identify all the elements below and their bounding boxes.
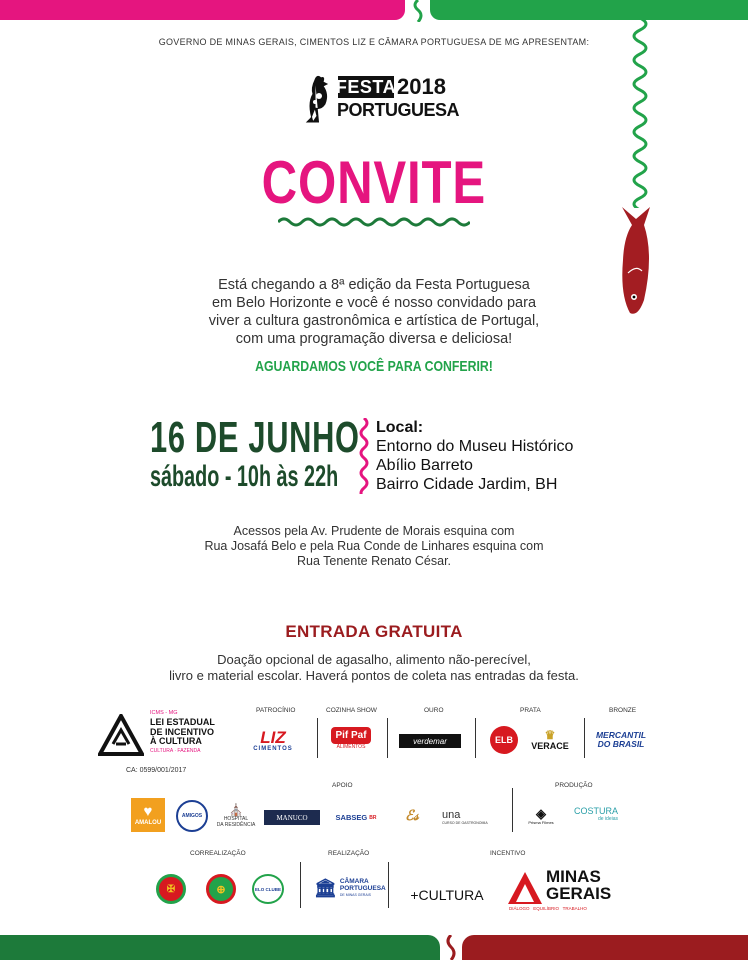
diamond-icon: ◈ (536, 806, 546, 821)
lei-text (150, 718, 215, 747)
una-logo (442, 806, 498, 828)
event-date: 16 DE JUNHO (150, 413, 360, 462)
elb-logo-text: ELB (495, 735, 513, 745)
label-producao: PRODUÇÃO (555, 782, 593, 789)
verdemar-logo (399, 734, 461, 748)
access-line: Rua Josafá Belo e pela Rua Conde de Linhares esquina com (204, 539, 544, 553)
crest-emblem-icon: ✠ (166, 883, 176, 895)
liz-logo-text: LIZ (260, 728, 286, 747)
intro-paragraph (0, 276, 748, 348)
hospital-icon: ⛪ (228, 803, 244, 817)
minas-line: GERAIS (546, 884, 612, 903)
label-bronze: BRONZE (609, 707, 637, 714)
event-location (376, 418, 573, 494)
page-title (0, 148, 748, 217)
venue-line: Entorno do Museu Histórico (376, 438, 574, 455)
rooster-icon (305, 74, 333, 124)
costura-logo-text: COSTURA (573, 806, 618, 816)
camara-logo-line: CÂMARA (339, 877, 369, 885)
pifpaf-logo-sub: ALIMENTOS (336, 743, 366, 750)
intro-line: em Belo Horizonte e você é nosso convidado para (211, 295, 537, 311)
sponsor-divider (317, 718, 318, 758)
label-prata: PRATA (520, 707, 541, 714)
lei-incentivo-logo-icon (98, 714, 144, 756)
bottom-green-bar (0, 935, 440, 960)
manuco-logo (264, 810, 320, 825)
logo-year: 2018 (397, 74, 446, 99)
logo-festa-box (335, 76, 397, 98)
access-line: Acessos pela Av. Prudente de Morais esquina com (233, 524, 515, 538)
lei-line: À CULTURA (150, 736, 202, 746)
logo-festa-text: FESTA (335, 76, 397, 97)
mais-cultura-logo-text: +CULTURA (410, 887, 484, 903)
access-line: Rua Tenente Renato César. (296, 554, 452, 568)
mais-cultura-logo (402, 884, 492, 906)
pifpaf-logo-text: Pif Paf (331, 727, 370, 744)
presenters-text: GOVERNO DE MINAS GERAIS, CIMENTOS LIZ E CÂMARA PORTUGUESA DE MG APRESENTAM: (158, 37, 590, 47)
una-logo-text: una (442, 808, 461, 821)
access-info (0, 524, 748, 569)
intro-line: Está chegando a 8ª edição da Festa Portuguesa (218, 277, 530, 293)
lei-ca: CA: 0599/001/2017 (126, 767, 187, 774)
mercantil-logo-sub: DO BRASIL (597, 739, 645, 749)
prism-logo-text: Prisma Filmes (528, 820, 554, 825)
label-cozinha-show: COZINHA SHOW (326, 707, 377, 714)
heart-hands-icon: ♥ (143, 803, 153, 820)
script-flourish-icon: ℰ𝓈 (405, 808, 419, 824)
verace-logo (528, 724, 572, 756)
tagline (0, 356, 748, 375)
lei-line: DE INCENTIVO (150, 726, 215, 737)
intro-line: com uma programação diversa e deliciosa! (235, 331, 513, 347)
mercantil-logo (591, 728, 651, 752)
armillary-sphere-icon: ⊕ (216, 883, 226, 896)
minas-line: MINAS (546, 867, 601, 886)
label-patrocinio: PATROCÍNIO (256, 707, 296, 714)
liz-logo (244, 726, 302, 756)
venue-line: Abílio Barreto (376, 457, 473, 474)
portugal-crest-icon (206, 874, 236, 904)
label-ouro: OURO (424, 707, 444, 714)
bottom-red-bar (462, 935, 748, 960)
sponsor-divider (475, 718, 476, 758)
verace-logo-text: VERACE (531, 741, 569, 751)
costura-logo (566, 803, 618, 825)
liz-logo-sub: CIMENTOS (253, 746, 293, 752)
amalou-logo-text: AMALOU (134, 820, 162, 826)
venue-line: Bairro Cidade Jardim, BH (376, 476, 558, 493)
entry-line: livro e material escolar. Haverá pontos de coleta nas entradas da festa. (169, 668, 579, 683)
entry-text (0, 652, 748, 684)
sabseg-logo-text: SABSEG (335, 813, 368, 822)
intro-line: viver a cultura gastronômica e artística de Portugal, (208, 313, 540, 329)
minas-gerais-triangle-icon (506, 870, 544, 906)
sponsor-divider (584, 718, 585, 758)
label-realizacao: REALIZAÇÃO (328, 850, 370, 857)
hospital-logo-sub: DA RESIDÊNCIA (216, 822, 256, 828)
crown-icon: ♛ (544, 728, 556, 742)
hospital-logo-text: HOSPITAL (223, 816, 249, 822)
label-apoio: APOIO (332, 782, 353, 789)
elb-logo (490, 726, 518, 754)
top-green-bar (430, 0, 748, 20)
amalou-logo (131, 798, 165, 832)
lei-line: LEI ESTADUAL (150, 717, 215, 727)
title-green-wave (278, 215, 470, 229)
sponsor-divider (512, 788, 513, 832)
mercantil-logo-text: MERCANTIL (595, 730, 647, 740)
label-correalizacao: CORREALIZAÇÃO (190, 850, 246, 857)
page-title-text: CONVITE (261, 149, 487, 216)
event-time: sábado - 10h às 22h (150, 460, 339, 493)
camara-logo-line: PORTUGUESA (339, 884, 386, 892)
top-pink-bar (0, 0, 405, 20)
sabseg-logo (330, 810, 382, 825)
pifpaf-logo (330, 724, 372, 752)
event-divider-wave (356, 418, 372, 494)
lei-small: ICMS - MG (150, 710, 178, 716)
prism-logo (524, 802, 558, 830)
entry-line: Doação opcional de agasalho, alimento não-perecível, (217, 652, 531, 667)
building-icon: 🏛 (314, 877, 337, 898)
tagline-text: AGUARDAMOS VOCÊ PARA CONFERIR! (255, 358, 493, 375)
manuco-logo-text: MANUCO (276, 813, 308, 822)
amigos-logo (176, 800, 208, 832)
eloclube-logo-text: ELO CLUBE (254, 886, 281, 892)
camara-logo-line: DE MINAS GERAIS (339, 892, 371, 897)
shield-crest-icon (156, 874, 186, 904)
bottom-bar-wave-divider (438, 935, 464, 960)
sponsor-divider (387, 718, 388, 758)
logo-portuguesa: PORTUGUESA (337, 100, 460, 120)
amigos-logo-text: AMIGOS (181, 813, 203, 819)
entry-title: ENTRADA GRATUITA (285, 622, 463, 641)
local-label: Local: (376, 419, 424, 436)
minas-gerais-logo-text (546, 868, 611, 902)
eloclube-logo (252, 874, 284, 904)
sponsor-divider (300, 862, 301, 908)
hospital-logo (218, 800, 254, 832)
verdemar-logo-text: verdemar (413, 736, 447, 746)
camara-logo-text-group (340, 878, 386, 899)
una-logo-sub: CURSO DE GASTRONOMIA (442, 820, 488, 825)
sponsor-divider (388, 862, 389, 908)
minas-gerais-sub: DIÁLOGO EQUILÍBRIO TRABALHO (509, 906, 587, 911)
costura-logo-sub: de ideias (597, 816, 618, 822)
camara-logo (314, 872, 386, 904)
sabseg-logo-br: BR (369, 814, 377, 821)
lei-sub: CULTURA · FAZENDA (150, 748, 201, 754)
label-incentivo: INCENTIVO (490, 850, 526, 857)
decorative-script-logo (392, 802, 432, 830)
top-bar-wave-divider (404, 0, 432, 22)
